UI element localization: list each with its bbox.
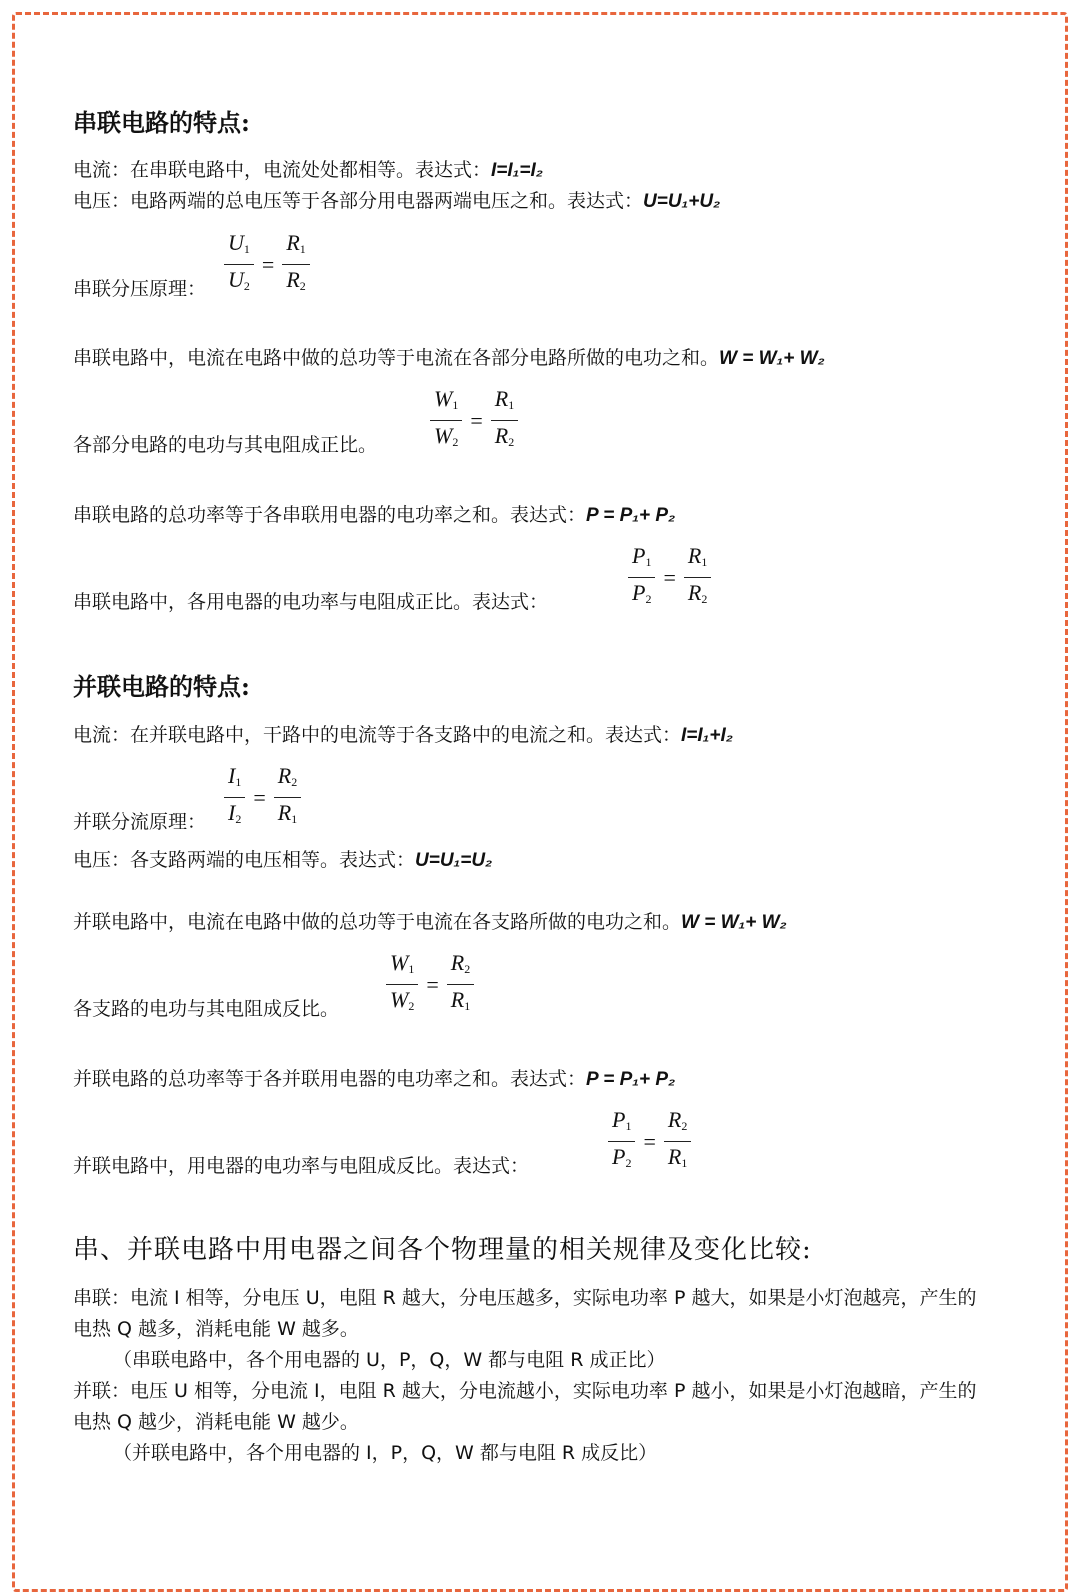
series-work-ratio-label: 各部分电路的电功与其电阻成正比。 [73, 434, 378, 456]
series-voltage-text: 电压：电路两端的总电压等于各部分用电器两端电压之和。表达式： [73, 190, 644, 212]
comparison-series-text: 串联：电流 I 相等，分电压 U，电阻 R 越大，分电压越多，实际电功率 P 越大，如果是小灯泡越亮，产生的电热 Q 越多，消耗电能 W 越多。 [73, 1287, 977, 1340]
parallel-work-expr: W = W₁+ W₂ [681, 912, 787, 933]
series-work-expr: W = W₁+ W₂ [719, 348, 825, 369]
series-work-ratio-formula: $\frac{W_1}{W_2}$ = $\frac{R_1}{R_2}$ [428, 384, 520, 457]
series-divider-label: 串联分压原理： [73, 278, 207, 300]
parallel-work-text: 并联电路中，电流在电路中做的总功等于电流在各支路所做的电功之和。 [73, 911, 682, 933]
series-power-text: 串联电路的总功率等于各串联用电器的电功率之和。表达式： [73, 504, 587, 526]
parallel-power-text: 并联电路的总功率等于各并联用电器的电功率之和。表达式： [73, 1068, 587, 1090]
parallel-work-line [73, 910, 787, 935]
series-power-expr: P = P₁+ P₂ [586, 505, 676, 526]
series-power-line [73, 503, 675, 528]
comparison-body [73, 1283, 993, 1469]
parallel-voltage-text: 电压：各支路两端的电压相等。表达式： [73, 849, 416, 871]
parallel-current-line [73, 723, 733, 748]
series-work-line [73, 346, 825, 371]
parallel-work-ratio-label: 各支路的电功与其电阻成反比。 [73, 998, 340, 1020]
parallel-voltage-line [73, 848, 492, 873]
series-divider-formula: $\frac{U_1}{U_2}$ = $\frac{R_1}{R_2}$ [222, 228, 312, 301]
parallel-divider-formula: $\frac{I_1}{I_2}$ = $\frac{R_2}{R_1}$ [222, 761, 303, 834]
comparison-parallel-text: 并联：电压 U 相等，分电流 I，电阻 R 越大，分电流越小，实际电功率 P 越小，如果是小灯泡越暗，产生的电热 Q 越少，消耗电能 W 越少。 [73, 1380, 977, 1433]
parallel-power-ratio-label: 并联电路中，用电器的电功率与电阻成反比。表达式： [73, 1155, 530, 1177]
series-work-text: 串联电路中，电流在电路中做的总功等于电流在各部分电路所做的电功之和。 [73, 347, 720, 369]
series-voltage-line [73, 189, 720, 214]
series-power-ratio-formula: $\frac{P_1}{P_2}$ = $\frac{R_1}{R_2}$ [626, 541, 713, 614]
parallel-power-expr: P = P₁+ P₂ [586, 1069, 676, 1090]
comparison-heading: 串、并联电路中用电器之间各个物理量的相关规律及变化比较: [73, 1235, 812, 1265]
parallel-voltage-expr: U=U₁=U₂ [415, 850, 493, 871]
parallel-current-text: 电流：在并联电路中，干路中的电流等于各支路中的电流之和。表达式： [73, 724, 682, 746]
series-current-expr: I=I₁=I₂ [491, 160, 543, 181]
parallel-current-expr: I=I₁+I₂ [681, 725, 733, 746]
parallel-power-line [73, 1067, 675, 1092]
parallel-power-ratio-formula: $\frac{P_1}{P_2}$ = $\frac{R_2}{R_1}$ [606, 1105, 693, 1178]
series-power-ratio-label: 串联电路中，各用电器的电功率与电阻成正比。表达式： [73, 591, 549, 613]
series-current-line [73, 158, 543, 183]
parallel-heading: 并联电路的特点: [73, 672, 250, 701]
series-voltage-expr: U=U₁+U₂ [643, 191, 721, 212]
series-current-text: 电流：在串联电路中，电流处处都相等。表达式： [73, 159, 492, 181]
comparison-parallel-note: （并联电路中，各个用电器的 I，P，Q，W 都与电阻 R 成反比） [113, 1442, 658, 1464]
parallel-divider-label: 并联分流原理： [73, 811, 207, 833]
parallel-work-ratio-formula: $\frac{W_1}{W_2}$ = $\frac{R_2}{R_1}$ [384, 948, 476, 1021]
series-heading: 串联电路的特点: [73, 108, 250, 137]
comparison-series-note: （串联电路中，各个用电器的 U，P，Q，W 都与电阻 R 成正比） [113, 1349, 666, 1371]
